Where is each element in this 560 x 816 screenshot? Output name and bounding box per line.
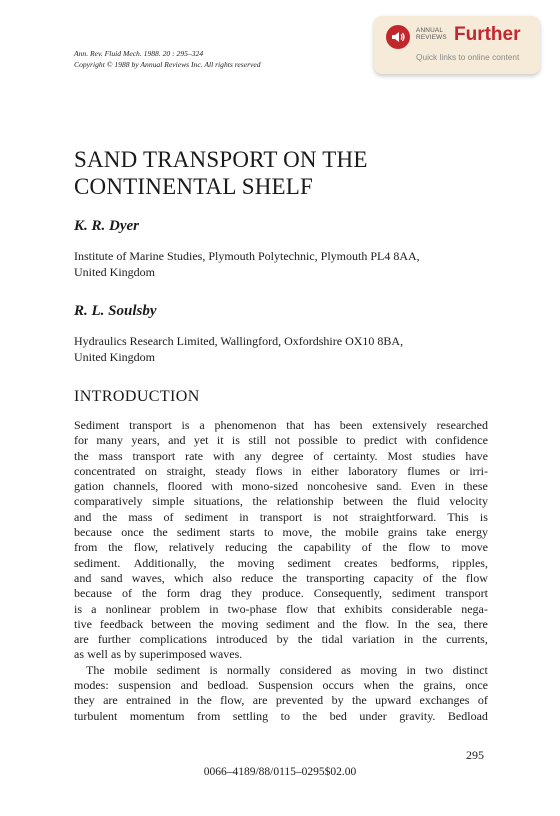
body-line: because once the sediment starts to move, the mobile grains take energy [74,525,488,540]
annual-label: ANNUAL [416,27,444,34]
section-heading-introduction: INTRODUCTION [74,388,200,405]
body-line: tive feedback between the moving sediment and the flow. In the sea, there [74,616,488,631]
body-line: they are entrained in the flow, are prevented by the upward exchanges of [74,693,488,708]
citation-line-2: Copyright © 1988 by Annual Reviews Inc. All rights reserved [74,60,261,69]
body-line: turbulent momentum from settling to the bed under gravity. Bedload [74,708,488,723]
affiliation-1-line-1: Institute of Marine Studies, Plymouth Polytechnic, Plymouth PL4 8AA, [74,249,420,263]
affiliation-2-line-2: United Kingdom [74,350,155,364]
body-line: are further complications introduced by the tidal variation in the currents, [74,632,488,647]
body-line: concentrated on straight, steady flows in either laboratory flumes or irri- [74,463,488,478]
journal-citation [74,48,261,70]
body-line: The mobile sediment is normally considered as moving in two distinct [86,662,488,677]
further-online-content-button[interactable] [374,16,540,74]
introduction-body [74,418,488,724]
affiliation-2-line-1: Hydraulics Research Limited, Wallingford, Oxfordshire OX10 8BA, [74,334,404,348]
body-line: for many years, and yet it is still not possible to predict with confidence [74,433,488,448]
page-number: 295 [466,748,484,762]
article-title-line-2: CONTINENTAL SHELF [74,174,313,199]
author-name-1: K. R. Dyer [74,218,139,234]
citation-line-1: Ann. Rev. Fluid Mech. 1988. 20 : 295–324 [74,49,204,58]
reviews-label: REVIEWS [416,34,447,41]
body-line: modes: suspension and bedload. Suspension occurs when the grains, once [74,678,488,693]
author-name-2: R. L. Soulsby [74,303,157,319]
body-line: the mass transport rate with any degree of certainty. Most studies have [74,448,488,463]
footer-copyright-code: 0066–4189/88/0115–0295$02.00 [203,766,357,778]
article-title [74,146,368,200]
body-line: from the flow, relatively reducing the capability of the flow to move [74,540,488,555]
body-line: comparatively simple situations, the relationship between the fluid velocity [74,494,488,509]
further-subtitle: Quick links to online content [416,52,520,62]
affiliation-1-line-2: United Kingdom [74,265,155,279]
annual-reviews-wordmark [416,27,447,41]
body-line: as well as by superimposed waves. [74,647,243,662]
body-line: sediment. Additionally, the moving sediment creates bedforms, ripples, [74,555,488,570]
body-line: is a nonlinear problem in two-phase flow that exhibits considerable nega- [74,601,488,616]
body-line: and the mass of sediment in transport is not straightforward. This is [74,509,488,524]
further-brand-label: Further [454,24,521,45]
body-line: because of the form drag they produce. Consequently, sediment transport [74,586,488,601]
body-line: Sediment transport is a phenomenon that has been extensively researched [74,418,488,432]
annual-reviews-speaker-icon [386,25,410,49]
body-line: and sand waves, which also reduce the transporting capacity of the flow [74,570,488,585]
article-title-line-1: SAND TRANSPORT ON THE [74,147,368,172]
body-line: gation channels, floored with mono-sized noncohesive sand. Even in these [74,479,488,494]
author-affiliation-2 [74,333,403,365]
author-affiliation-1 [74,248,420,280]
